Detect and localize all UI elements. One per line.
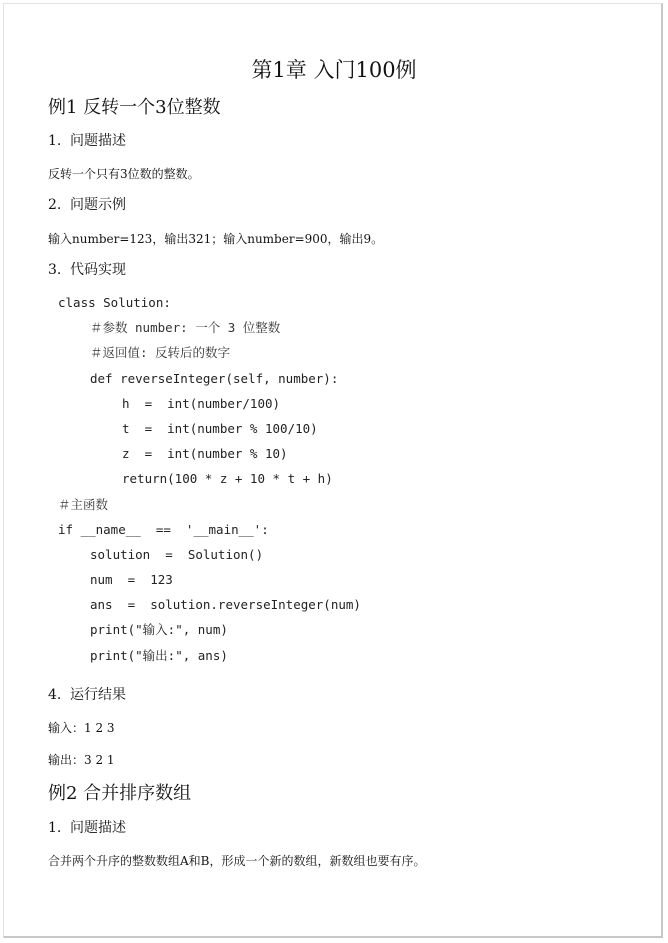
section-label: 问题描述: [70, 820, 126, 836]
code-line: num = 123: [90, 572, 173, 588]
code-line: def reverseInteger(self, number):: [90, 370, 339, 386]
code-line: t = int(number % 100/10): [122, 420, 318, 436]
section-label: 运行结果: [70, 687, 126, 703]
code-comment: ＃返回值: 反转后的数字: [90, 345, 231, 361]
example2-description: 合并两个升序的整数数组A和B，形成一个新的数组，新数组也要有序。: [48, 854, 426, 868]
code-comment: ＃参数 number: 一个 3 位整数: [90, 320, 281, 336]
example1-section-1-heading: [48, 131, 126, 151]
code-line: print("输入:", num): [90, 622, 228, 638]
code-line: return(100 * z + 10 * t + h): [122, 471, 333, 487]
code-line: print("输出:", ans): [90, 647, 228, 663]
section-number: 3.: [48, 262, 62, 278]
example1-section-4-heading: [48, 685, 126, 705]
example2-title: 例2 合并排序数组: [48, 783, 192, 804]
code-line: h = int(number/100): [122, 395, 281, 411]
section-number: 4.: [48, 687, 62, 703]
section-label: 代码实现: [70, 262, 126, 278]
section-label: 问题示例: [70, 197, 126, 213]
code-line: z = int(number % 10): [122, 446, 288, 462]
code-block: [58, 293, 361, 671]
code-line: solution = Solution(): [90, 546, 264, 562]
example1-description: 反转一个只有3位数的整数。: [48, 167, 200, 181]
result-output: 输出：3 2 1: [48, 753, 115, 767]
chapter-title: 第1章 入门100例: [251, 58, 417, 82]
example1-sample: 输入number=123，输出321；输入number=900，输出9。: [48, 232, 384, 246]
section-number: 1.: [48, 820, 62, 836]
example1-section-3-heading: [48, 260, 126, 280]
result-input: 输入：1 2 3: [48, 721, 115, 735]
section-number: 2.: [48, 197, 62, 213]
section-number: 1.: [48, 133, 62, 149]
section-label: 问题描述: [70, 133, 126, 149]
code-line: if __name__ == '__main__':: [58, 521, 269, 537]
example1-section-2-heading: [48, 195, 126, 215]
code-comment: ＃主函数: [58, 496, 109, 512]
example1-title: 例1 反转一个3位整数: [48, 97, 221, 118]
code-line: class Solution:: [58, 295, 171, 310]
code-line: ans = solution.reverseInteger(num): [90, 597, 361, 613]
example2-section-1-heading: [48, 818, 126, 838]
